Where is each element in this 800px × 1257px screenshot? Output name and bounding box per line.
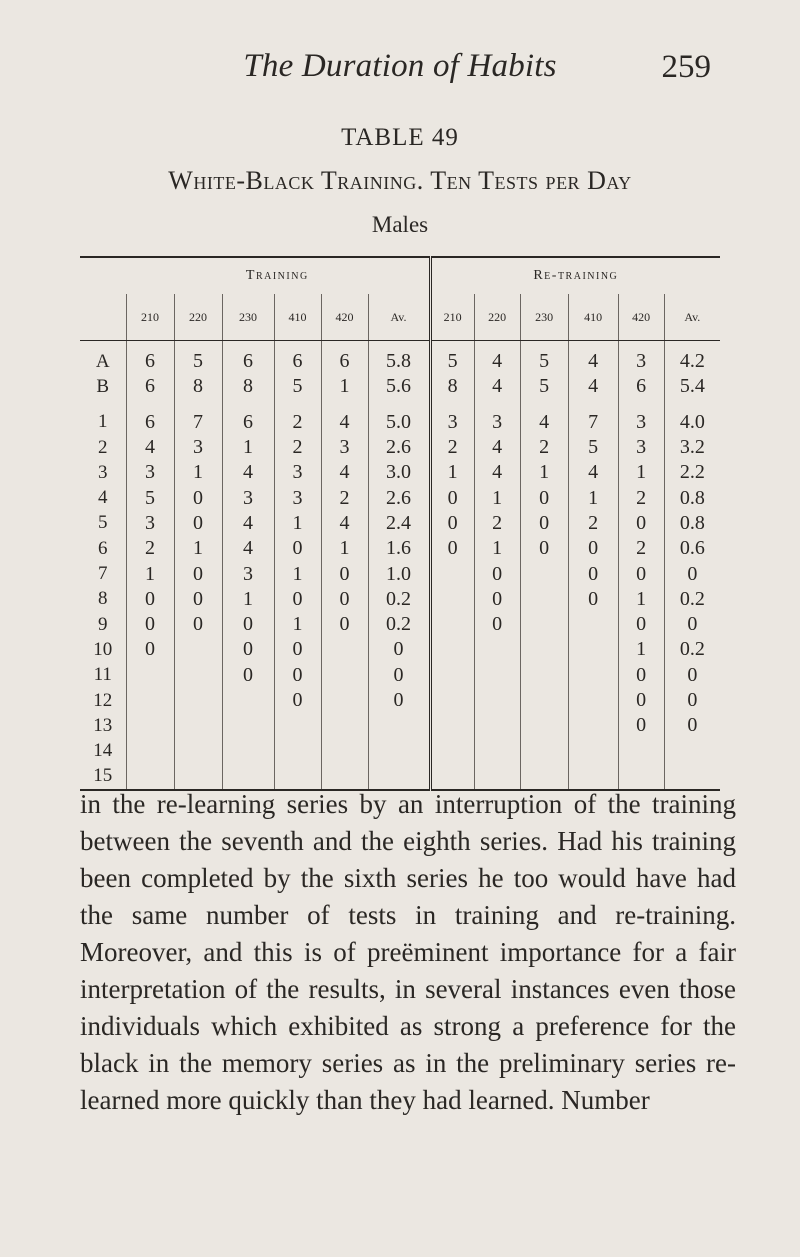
column-header: Av.: [664, 294, 720, 341]
table-caption: Males: [371, 212, 429, 237]
table-cell: 0: [618, 561, 664, 586]
table-cell: 0: [618, 612, 664, 637]
table-row: [80, 738, 720, 763]
table-cell: 4: [321, 511, 368, 536]
table-cell: 3: [474, 410, 520, 435]
table-cell: 0: [368, 688, 430, 713]
table-cell: 3: [126, 460, 174, 485]
table-cell: 4.0: [664, 410, 720, 435]
table-cell: [474, 738, 520, 763]
row-label: A: [95, 350, 110, 372]
table-cell: 3: [618, 341, 664, 375]
table-cell: 0: [274, 587, 321, 612]
table-cell: 5.6: [368, 374, 430, 399]
table-cell: 4: [222, 511, 274, 536]
column-header: 410: [568, 294, 618, 341]
table-row: [80, 536, 720, 561]
table-cell: 0: [618, 511, 664, 536]
table-cell: 1: [274, 561, 321, 586]
table-cell: [618, 738, 664, 763]
table-cell: 1: [474, 485, 520, 510]
table-cell: [126, 663, 174, 688]
table-cell: 0: [126, 612, 174, 637]
table-cell: 2: [430, 435, 474, 460]
table-cell: 6: [222, 410, 274, 435]
column-header: 230: [222, 294, 274, 341]
table-cell: 0: [274, 637, 321, 662]
table-cell: 5.0: [368, 410, 430, 435]
table-cell: 5: [126, 485, 174, 510]
table-label: TABLE 49: [341, 124, 459, 151]
table-cell: 0: [618, 688, 664, 713]
table-body: [80, 341, 720, 791]
table-cell: 1: [321, 374, 368, 399]
table-cell: [474, 637, 520, 662]
table-cell: [430, 612, 474, 637]
row-label: 14: [93, 740, 113, 762]
table-cell: 0: [321, 561, 368, 586]
table-cell: [520, 688, 568, 713]
table-cell: 5: [520, 341, 568, 375]
table-cell: 4: [474, 435, 520, 460]
table-cell: [321, 663, 368, 688]
table-row: [80, 561, 720, 586]
table-cell: 6: [126, 374, 174, 399]
table-cell: [126, 713, 174, 738]
table-cell: [520, 738, 568, 763]
table-cell: 2.2: [664, 460, 720, 485]
table-cell: 1: [222, 435, 274, 460]
table-cell: 3: [274, 485, 321, 510]
table-cell: 0.2: [664, 587, 720, 612]
group-header-row: [80, 257, 720, 294]
row-label: 3: [98, 461, 108, 483]
table-cell: [222, 738, 274, 763]
column-header: 230: [520, 294, 568, 341]
column-header: 220: [174, 294, 222, 341]
table-cell: 0: [368, 663, 430, 688]
row-label: 1: [98, 411, 108, 433]
table-cell: 2.4: [368, 511, 430, 536]
table-cell: [520, 637, 568, 662]
table-cell: [321, 637, 368, 662]
table-cell: [321, 713, 368, 738]
table-cell: [568, 738, 618, 763]
table-cell: [568, 663, 618, 688]
table-cell: 0: [618, 713, 664, 738]
table-cell: 6: [274, 341, 321, 375]
row-label: 11: [93, 664, 112, 686]
table-cell: 6: [618, 374, 664, 399]
row-label: 13: [93, 714, 113, 736]
table-cell: 3: [126, 511, 174, 536]
table-row: [80, 341, 720, 375]
table-cell: [664, 738, 720, 763]
table-cell: 5: [520, 374, 568, 399]
table-cell: [368, 713, 430, 738]
row-label: 10: [93, 638, 113, 660]
table-cell: 4: [568, 460, 618, 485]
table-cell: 1: [618, 587, 664, 612]
table-row: [80, 460, 720, 485]
page-header: [0, 0, 800, 110]
table-cell: 1: [474, 536, 520, 561]
body-text: [80, 786, 736, 1119]
table-cell: 0: [474, 612, 520, 637]
table-cell: 6: [222, 341, 274, 375]
table-cell: 0: [126, 637, 174, 662]
table-cell: [430, 637, 474, 662]
table-cell: [520, 587, 568, 612]
table-cell: 3.2: [664, 435, 720, 460]
table-cell: 3: [618, 435, 664, 460]
table-cell: 2: [126, 536, 174, 561]
table-cell: 0: [430, 536, 474, 561]
table-cell: 4: [568, 341, 618, 375]
table-cell: 0.2: [368, 612, 430, 637]
table-cell: 4: [474, 374, 520, 399]
table-cell: [430, 663, 474, 688]
table-cell: 3: [274, 460, 321, 485]
table-cell: [568, 688, 618, 713]
row-spacer: [80, 400, 720, 410]
table-cell: 0: [430, 511, 474, 536]
table-cell: [520, 561, 568, 586]
table-cell: [474, 713, 520, 738]
table-cell: 0: [321, 587, 368, 612]
row-label: B: [96, 375, 110, 397]
table-cell: 2: [474, 511, 520, 536]
table-cell: 4: [474, 341, 520, 375]
row-label: 4: [98, 487, 108, 509]
table-cell: 0: [568, 587, 618, 612]
table-cell: 8: [174, 374, 222, 399]
table-cell: 2: [274, 410, 321, 435]
table-cell: 5.4: [664, 374, 720, 399]
table-cell: [520, 612, 568, 637]
table-titles: [0, 124, 800, 248]
table-cell: 8: [430, 374, 474, 399]
table-row: [80, 511, 720, 536]
row-label: 8: [98, 588, 108, 610]
row-label: 9: [98, 613, 108, 635]
table-cell: 0: [664, 713, 720, 738]
table-cell: [474, 688, 520, 713]
table-cell: [222, 688, 274, 713]
table-cell: [321, 738, 368, 763]
column-header: 420: [321, 294, 368, 341]
table-cell: 5: [174, 341, 222, 375]
table-cell: 1.0: [368, 561, 430, 586]
table-cell: 4: [321, 410, 368, 435]
table-cell: 0: [174, 511, 222, 536]
table-cell: 1: [126, 561, 174, 586]
table-cell: 0: [664, 663, 720, 688]
table-cell: [430, 561, 474, 586]
table-cell: 0: [174, 587, 222, 612]
table-cell: 4: [222, 536, 274, 561]
page-number: 259: [661, 49, 711, 85]
column-header: Av.: [368, 294, 430, 341]
table-row: [80, 637, 720, 662]
table-cell: 3.0: [368, 460, 430, 485]
table-cell: 6: [126, 410, 174, 435]
table-row: [80, 435, 720, 460]
row-label: 6: [98, 537, 108, 559]
body-paragraph: in the re-learning series by an interruption of the training between the seventh and the eighth series. Had his training been completed by the sixth series he too would have had the same number of tests in training and re-training. Moreover, and this is of preëminent importance for a fair interpretation of the results, in several instances even those individuals which exhibited as strong a preference for the black in the memory series as in the preliminary series re-learned more quickly than they had learned. Number: [80, 789, 736, 1115]
table-cell: 0: [664, 561, 720, 586]
table-cell: [368, 738, 430, 763]
column-header: 210: [430, 294, 474, 341]
table-cell: [174, 688, 222, 713]
table-cell: [520, 663, 568, 688]
table-cell: [430, 688, 474, 713]
row-label: 15: [80, 764, 126, 790]
table-cell: 0: [368, 637, 430, 662]
table-cell: 8: [222, 374, 274, 399]
table-cell: 2: [618, 485, 664, 510]
table-cell: 5: [568, 435, 618, 460]
table-cell: [222, 713, 274, 738]
table-cell: 3: [222, 485, 274, 510]
table-cell: 3: [321, 435, 368, 460]
table-cell: 0: [222, 637, 274, 662]
table-cell: 0.6: [664, 536, 720, 561]
table-cell: [430, 713, 474, 738]
table-cell: 0: [174, 612, 222, 637]
table-cell: 3: [222, 561, 274, 586]
table-cell: [174, 663, 222, 688]
table-cell: 1: [274, 612, 321, 637]
table-cell: [568, 713, 618, 738]
table-cell: 1: [321, 536, 368, 561]
table-cell: 6: [321, 341, 368, 375]
table-cell: 3: [618, 410, 664, 435]
table-cell: 0: [520, 536, 568, 561]
group-header-training: Training: [245, 268, 309, 283]
table-cell: 0: [520, 485, 568, 510]
table-row: [80, 688, 720, 713]
table-cell: [520, 713, 568, 738]
table-cell: 5: [274, 374, 321, 399]
table-cell: [430, 587, 474, 612]
table-cell: 1: [274, 511, 321, 536]
table-row: [80, 663, 720, 688]
table-cell: 3: [174, 435, 222, 460]
table-cell: 0.8: [664, 485, 720, 510]
table-cell: 1: [520, 460, 568, 485]
table-cell: [321, 688, 368, 713]
table-cell: 4: [568, 374, 618, 399]
table-cell: 1: [222, 587, 274, 612]
table-cell: 1: [174, 536, 222, 561]
table-row: [80, 612, 720, 637]
table-cell: 0: [568, 561, 618, 586]
row-label: 2: [98, 436, 108, 458]
table-cell: 1: [430, 460, 474, 485]
table-cell: 4: [222, 460, 274, 485]
table-cell: 2: [321, 485, 368, 510]
table-cell: 0.2: [664, 637, 720, 662]
table-cell: 7: [174, 410, 222, 435]
table-cell: 6: [126, 341, 174, 375]
data-table: [80, 256, 720, 791]
table-cell: 0: [222, 663, 274, 688]
table-cell: 0: [321, 612, 368, 637]
column-header: 220: [474, 294, 520, 341]
table-cell: 1: [618, 637, 664, 662]
table-cell: 1: [568, 485, 618, 510]
table-cell: 0: [474, 587, 520, 612]
column-header-row: [80, 294, 720, 341]
table-row: [80, 713, 720, 738]
table-cell: 0: [474, 561, 520, 586]
table-cell: 0: [274, 663, 321, 688]
table-cell: 0: [664, 612, 720, 637]
column-header: 410: [274, 294, 321, 341]
table-cell: 0: [274, 536, 321, 561]
table-cell: 1: [174, 460, 222, 485]
row-label: 5: [98, 512, 108, 534]
row-label: 12: [93, 689, 113, 711]
column-header: 420: [618, 294, 664, 341]
table-row: [80, 374, 720, 399]
table-cell: [126, 688, 174, 713]
table-cell: 2: [520, 435, 568, 460]
table-cell: 2: [618, 536, 664, 561]
table-cell: 2.6: [368, 435, 430, 460]
table-cell: [274, 713, 321, 738]
table-cell: 2: [274, 435, 321, 460]
table-cell: 1: [618, 460, 664, 485]
table-cell: 0: [126, 587, 174, 612]
table-cell: 2: [568, 511, 618, 536]
table-subtitle: White-Black Training. Ten Tests per Day: [168, 166, 632, 195]
table-row: [80, 587, 720, 612]
table-cell: 0: [274, 688, 321, 713]
table-cell: 4: [474, 460, 520, 485]
table-cell: 0: [568, 536, 618, 561]
table-cell: 4: [321, 460, 368, 485]
group-header-retraining: Re-training: [430, 257, 720, 294]
table-cell: 0: [430, 485, 474, 510]
table-cell: [174, 738, 222, 763]
table-cell: 5.8: [368, 341, 430, 375]
table-cell: [126, 738, 174, 763]
table-cell: [474, 663, 520, 688]
table-row: [80, 410, 720, 435]
table-cell: 0: [174, 561, 222, 586]
table-cell: 0.8: [664, 511, 720, 536]
table-cell: 2.6: [368, 485, 430, 510]
table-cell: [274, 738, 321, 763]
column-header: 210: [126, 294, 174, 341]
table-cell: 7: [568, 410, 618, 435]
table-cell: 0: [520, 511, 568, 536]
table-cell: 4: [520, 410, 568, 435]
table-cell: [174, 637, 222, 662]
table-cell: 3: [430, 410, 474, 435]
table-row: [80, 485, 720, 510]
row-label: 7: [98, 563, 108, 585]
table-cell: [568, 612, 618, 637]
running-title: The Duration of Habits: [243, 48, 557, 84]
table-cell: 0: [222, 612, 274, 637]
table-cell: 0.2: [368, 587, 430, 612]
table-cell: 0: [664, 688, 720, 713]
table-cell: 4: [126, 435, 174, 460]
table-cell: 1.6: [368, 536, 430, 561]
table-cell: 0: [174, 485, 222, 510]
table-cell: [568, 637, 618, 662]
table-cell: [430, 738, 474, 763]
table-cell: [174, 713, 222, 738]
table-cell: 5: [430, 341, 474, 375]
table-cell: 4.2: [664, 341, 720, 375]
table-cell: 0: [618, 663, 664, 688]
